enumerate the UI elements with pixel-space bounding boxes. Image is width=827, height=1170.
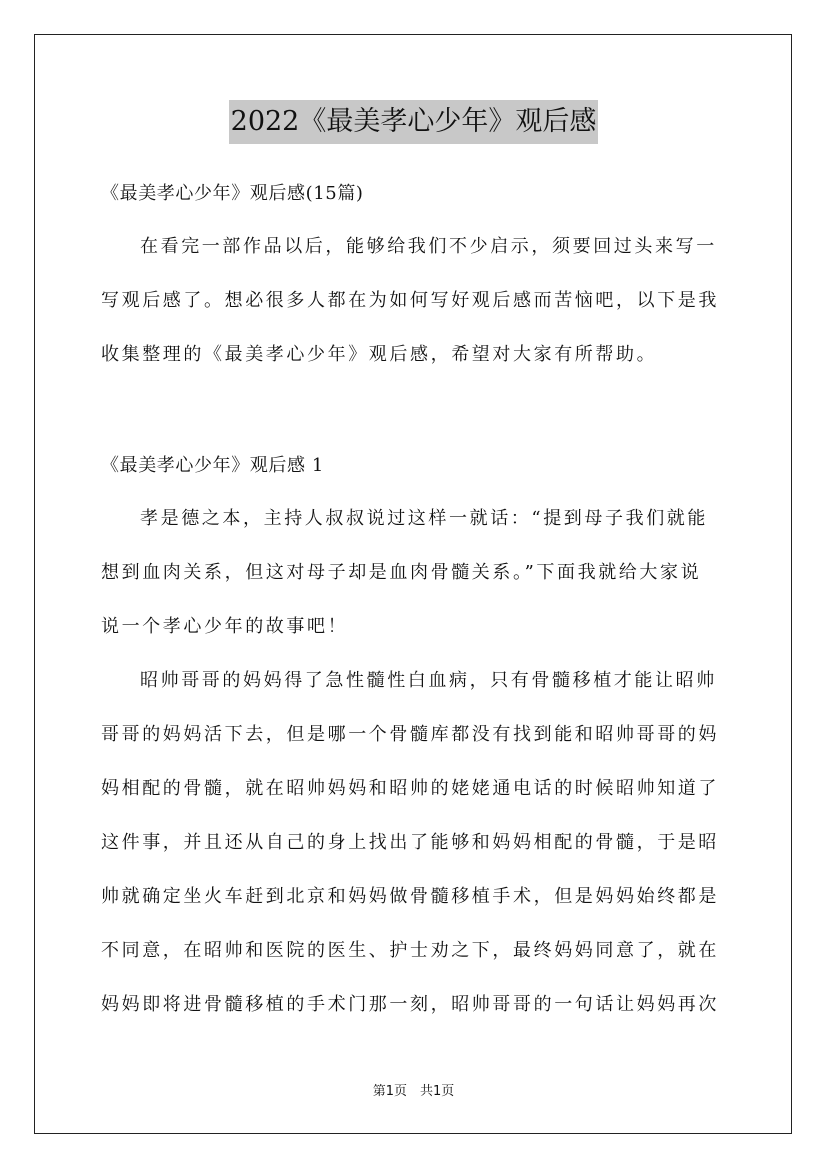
paragraph-line: 哥哥的妈妈活下去，但是哪一个骨髓库都没有找到能和昭帅哥哥的妈 xyxy=(101,724,719,745)
paragraph-line: 想到血肉关系，但这对母子却是血肉骨髓关系。”下面我就给大家说 xyxy=(101,562,702,583)
paragraph-line: 不同意，在昭帅和医院的医生、护士劝之下，最终妈妈同意了，就在 xyxy=(101,940,719,961)
paragraph-line: 妈相配的骨髓，就在昭帅妈妈和昭帅的姥姥通电话的时候昭帅知道了 xyxy=(101,778,719,799)
title-container xyxy=(0,100,827,144)
paragraph-line: 昭帅哥哥的妈妈得了急性髓性白血病，只有骨髓移植才能让昭帅 xyxy=(140,670,717,691)
intro-line: 写观后感了。想必很多人都在为如何写好观后感而苦恼吧，以下是我 xyxy=(101,290,719,311)
document-title: 2022《最美孝心少年》观后感 xyxy=(229,100,599,144)
paragraph-line: 帅就确定坐火车赶到北京和妈妈做骨髓移植手术，但是妈妈始终都是 xyxy=(101,886,719,907)
intro-line: 收集整理的《最美孝心少年》观后感，希望对大家有所帮助。 xyxy=(101,344,658,365)
paragraph-line: 孝是德之本，主持人叔叔说过这样一就话：“提到母子我们就能 xyxy=(140,508,708,529)
intro-line: 在看完一部作品以后，能够给我们不少启示，须要回过头来写一 xyxy=(140,236,717,257)
paragraph-line: 这件事，并且还从自己的身上找出了能够和妈妈相配的骨髓，于是昭 xyxy=(101,832,719,853)
section-heading: 《最美孝心少年》观后感 1 xyxy=(101,455,324,476)
paragraph-line: 说一个孝心少年的故事吧！ xyxy=(101,616,349,637)
paragraph-line: 妈妈即将进骨髓移植的手术门那一刻，昭帅哥哥的一句话让妈妈再次 xyxy=(101,994,719,1015)
document-subtitle: 《最美孝心少年》观后感(15篇) xyxy=(101,183,364,204)
page-number: 第1页 共1页 xyxy=(372,1084,455,1099)
